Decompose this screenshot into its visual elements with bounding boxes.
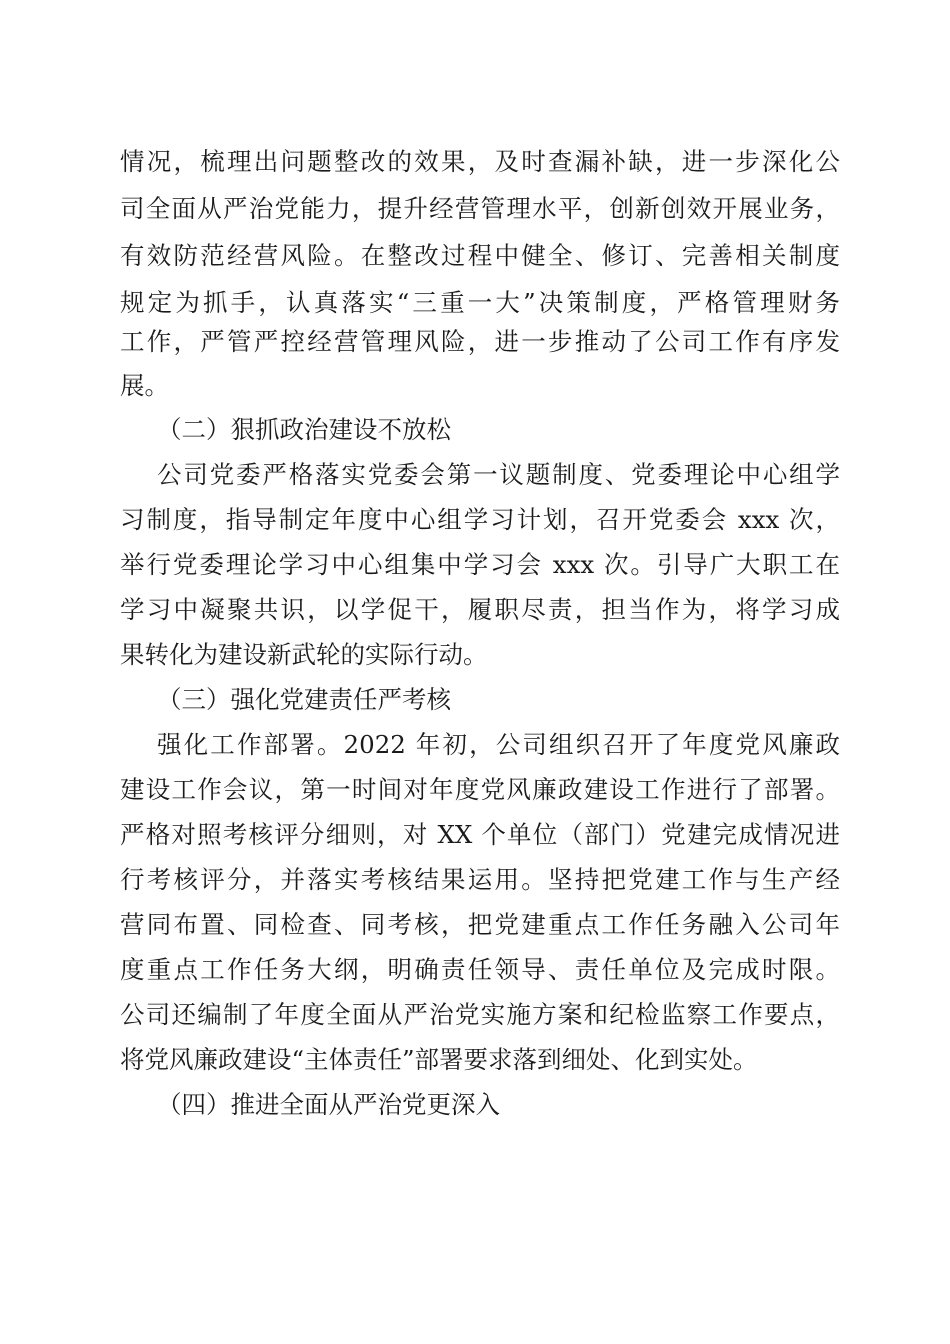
paragraph-line: 习制度，指导制定年度中心组学习计划，召开党委会 xxx 次， bbox=[120, 505, 840, 534]
paragraph-line: 公司还编制了年度全面从严治党实施方案和纪检监察工作要点， bbox=[120, 1000, 840, 1029]
paragraph-line: 展。 bbox=[120, 371, 169, 400]
paragraph-line: 司全面从严治党能力，提升经营管理水平，创新创效开展业务， bbox=[120, 194, 840, 223]
paragraph-line: 行考核评分，并落实考核结果运用。坚持把党建工作与生产经 bbox=[120, 865, 840, 894]
section-heading-3: （三）强化党建责任严考核 bbox=[157, 685, 451, 714]
section-heading-2: （二）狠抓政治建设不放松 bbox=[157, 415, 451, 444]
paragraph-line: 严格对照考核评分细则，对 XX 个单位（部门）党建完成情况进 bbox=[120, 820, 840, 849]
paragraph-line: 情况，梳理出问题整改的效果，及时查漏补缺，进一步深化公 bbox=[120, 147, 840, 176]
paragraph-line: 建设工作会议，第一时间对年度党风廉政建设工作进行了部署。 bbox=[120, 775, 840, 804]
paragraph-line: 将党风廉政建设“主体责任”部署要求落到细处、化到实处。 bbox=[120, 1045, 758, 1074]
paragraph-line: 营同布置、同检查、同考核，把党建重点工作任务融入公司年 bbox=[120, 910, 840, 939]
paragraph-line: 度重点工作任务大纲，明确责任领导、责任单位及完成时限。 bbox=[120, 955, 840, 984]
paragraph-line: 公司党委严格落实党委会第一议题制度、党委理论中心组学 bbox=[157, 460, 840, 489]
paragraph-line: 工作，严管严控经营管理风险，进一步推动了公司工作有序发 bbox=[120, 327, 840, 356]
paragraph-line: 学习中凝聚共识，以学促干，履职尽责，担当作为，将学习成 bbox=[120, 595, 840, 624]
paragraph-line: 果转化为建设新武轮的实际行动。 bbox=[120, 640, 488, 669]
paragraph-line: 有效防范经营风险。在整改过程中健全、修订、完善相关制度 bbox=[120, 241, 840, 270]
paragraph-line: 举行党委理论学习中心组集中学习会 xxx 次。引导广大职工在 bbox=[120, 550, 840, 579]
section-heading-4: （四）推进全面从严治党更深入 bbox=[157, 1090, 500, 1119]
paragraph-line: 强化工作部署。2022 年初，公司组织召开了年度党风廉政 bbox=[157, 730, 840, 759]
paragraph-line: 规定为抓手，认真落实“三重一大”决策制度，严格管理财务 bbox=[120, 288, 840, 317]
